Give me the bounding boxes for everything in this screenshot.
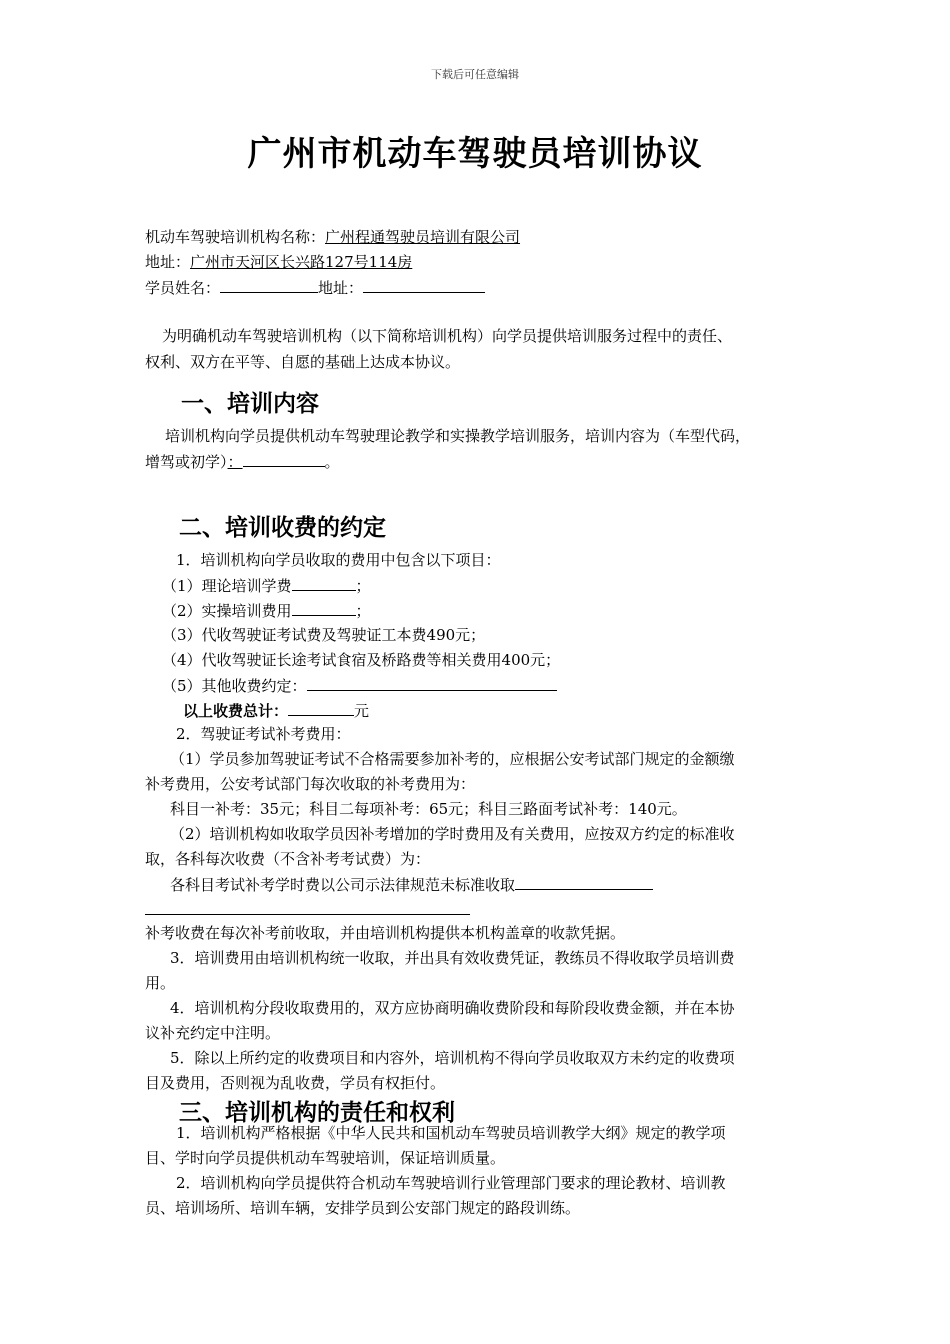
fee-other-blank[interactable] bbox=[307, 674, 557, 691]
section-1-heading: 一、培训内容 bbox=[181, 391, 319, 417]
fee-practice bbox=[162, 599, 371, 622]
vehicle-type-blank[interactable] bbox=[243, 450, 325, 467]
retake-2-line-b: 取，各科每次收费（不含补考考试费）为： bbox=[145, 850, 431, 868]
duty-item-2-a: 2．培训机构向学员提供符合机动车驾驶培训行业管理部门要求的理论教材、培训教 bbox=[176, 1174, 726, 1192]
org-name-value: 广州程通驾驶员培训有限公司 bbox=[325, 228, 521, 246]
fee-total bbox=[183, 699, 369, 722]
retake-1-line-b: 补考费用，公安考试部门每次收取的补考费用为： bbox=[145, 775, 476, 793]
org-name-row bbox=[145, 226, 520, 248]
retake-2-line-a: （2）培训机构如收取学员因补考增加的学时费用及有关费用，应按双方约定的标准收 bbox=[170, 825, 735, 843]
retake-1-line-c: 科目一补考：35元；科目二每项补考：65元；科目三路面考试补考：140元。 bbox=[170, 800, 687, 818]
fee-total-blank[interactable] bbox=[288, 699, 354, 716]
org-address-label: 地址： bbox=[145, 253, 191, 271]
student-row bbox=[145, 276, 485, 299]
org-address-row bbox=[145, 251, 412, 273]
duty-item-2-b: 员、培训场所、培训车辆，安排学员到公安部门规定的路段训练。 bbox=[145, 1199, 581, 1217]
document-title: 广州市机动车驾驶员培训协议 bbox=[247, 134, 703, 174]
fee-theory bbox=[162, 574, 371, 597]
student-address-label: 地址： bbox=[318, 279, 364, 297]
retake-2-blank[interactable] bbox=[515, 873, 653, 890]
fee-item-4-a: 4．培训机构分段收取费用的，双方应协商明确收费阶段和每阶段收费金额，并在本协 bbox=[170, 999, 735, 1017]
fee-item-4-b: 议补充约定中注明。 bbox=[145, 1024, 281, 1042]
fee-total-label: 以上收费总计： bbox=[183, 702, 289, 720]
fee-travel: （4）代收驾驶证长途考试食宿及桥路费等相关费用400元； bbox=[162, 651, 561, 669]
fee-practice-blank[interactable] bbox=[292, 599, 356, 616]
section-1-suffix: 。 bbox=[324, 453, 340, 471]
student-name-label: 学员姓名： bbox=[145, 279, 221, 297]
preamble-line-2: 权利、双方在平等、自愿的基础上达成本协议。 bbox=[145, 353, 461, 371]
section-3-heading: 三、培训机构的责任和权利 bbox=[179, 1100, 455, 1126]
fee-item-3-a: 3．培训费用由培训机构统一收取，并出具有效收费凭证，教练员不得收取学员培训费 bbox=[170, 949, 735, 967]
fee-item-5-a: 5．除以上所约定的收费项目和内容外，培训机构不得向学员收取双方未约定的收费项 bbox=[170, 1049, 735, 1067]
student-address-blank[interactable] bbox=[363, 276, 485, 293]
org-address-value: 广州市天河区长兴路127号114房 bbox=[190, 253, 413, 271]
fee-item-5-b: 目及费用，否则视为乱收费，学员有权拒付。 bbox=[145, 1074, 446, 1092]
student-name-blank[interactable] bbox=[220, 276, 318, 293]
fee-theory-end: ； bbox=[355, 577, 371, 595]
org-name-label: 机动车驾驶培训机构名称： bbox=[145, 228, 326, 246]
retake-1-line-a: （1）学员参加驾驶证考试不合格需要参加补考的，应根据公安考试部门规定的金额缴 bbox=[170, 750, 735, 768]
fee-item-1: 1．培训机构向学员收取的费用中包含以下项目： bbox=[176, 551, 501, 569]
retake-2-line-d: 补考收费在每次补考前收取，并由培训机构提供本机构盖章的收款凭据。 bbox=[145, 924, 626, 942]
fee-other-label: （5）其他收费约定： bbox=[162, 677, 307, 695]
section-1-colon: ： bbox=[227, 453, 243, 471]
fee-theory-blank[interactable] bbox=[292, 574, 356, 591]
section-2-heading: 二、培训收费的约定 bbox=[179, 515, 386, 541]
duty-item-1-b: 目、学时向学员提供机动车驾驶培训，保证培训质量。 bbox=[145, 1149, 506, 1167]
section-1-prefix: 增驾或初学） bbox=[145, 453, 228, 471]
section-1-line-2 bbox=[145, 450, 340, 473]
duty-item-1-a: 1．培训机构严格根据《中华人民共和国机动车驾驶员培训教学大纲》规定的教学项 bbox=[176, 1124, 726, 1142]
fee-theory-label: （1）理论培训学费 bbox=[162, 577, 292, 595]
fee-other bbox=[162, 674, 557, 697]
preamble-line-1: 为明确机动车驾驶培训机构（以下简称培训机构）向学员提供培训服务过程中的责任、 bbox=[162, 327, 733, 345]
fee-exam: （3）代收驾驶证考试费及驾驶证工本费490元； bbox=[162, 626, 486, 644]
fee-practice-label: （2）实操培训费用 bbox=[162, 602, 292, 620]
header-note: 下载后可任意编辑 bbox=[431, 68, 519, 81]
retake-2-line-c bbox=[170, 873, 653, 896]
fee-item-2: 2．驾驶证考试补考费用： bbox=[176, 725, 351, 743]
section-1-line-1: 培训机构向学员提供机动车驾驶理论教学和实操教学培训服务，培训内容为（车型代码， bbox=[165, 427, 751, 445]
fee-practice-end: ； bbox=[355, 602, 371, 620]
retake-2-continuation-line[interactable] bbox=[145, 914, 470, 915]
retake-2-text: 各科目考试补考学时费以公司示法律规范未标准收取 bbox=[170, 876, 516, 894]
fee-total-unit: 元 bbox=[354, 702, 370, 720]
fee-item-3-b: 用。 bbox=[145, 974, 176, 992]
